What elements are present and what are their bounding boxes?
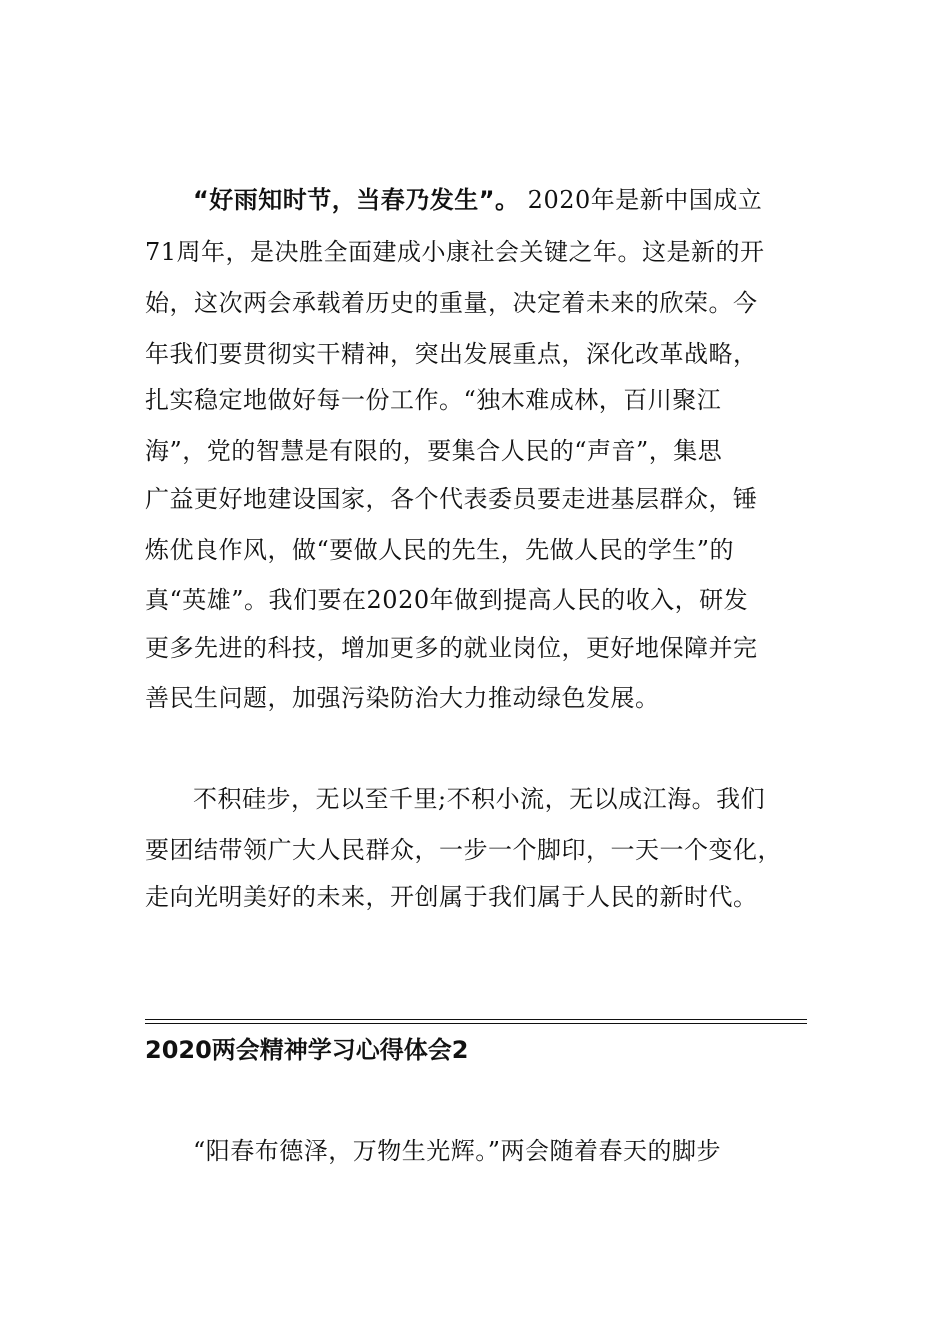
divider-bottom-line <box>145 1023 807 1024</box>
section-heading: 2020两会精神学习心得体会2 <box>145 1036 469 1064</box>
paragraph-2-line-3: 走向光明美好的未来，开创属于我们属于人民的新时代。 <box>145 883 758 911</box>
paragraph-1-line-11: 善民生问题，加强污染防治大力推动绿色发展。 <box>145 684 660 712</box>
quote-bold: “好雨知时节，当春乃发生”。 <box>193 186 520 214</box>
paragraph-1-line-10: 更多先进的科技，增加更多的就业岗位，更好地保障并完 <box>145 634 758 662</box>
paragraph-1-line-1 <box>193 185 853 215</box>
paragraph-1-line-8: 炼优良作风，做“要做人民的先生，先做人民的学生”的 <box>145 536 735 564</box>
paragraph-1-line-2: 71周年，是决胜全面建成小康社会关键之年。这是新的开 <box>145 238 765 266</box>
section-2-line-1: “阳春布德泽，万物生光辉。”两会随着春天的脚步 <box>193 1137 722 1165</box>
paragraph-1-line-5: 扎实稳定地做好每一份工作。“独木难成林，百川聚江 <box>145 386 722 414</box>
paragraph-2-line-2: 要团结带领广大人民群众，一步一个脚印，一天一个变化， <box>145 836 782 864</box>
divider-top-line <box>145 1019 807 1020</box>
paragraph-1-line-4: 年我们要贯彻实干精神，突出发展重点，深化改革战略， <box>145 340 758 368</box>
paragraph-1-line-6: 海”，党的智慧是有限的，要集合人民的“声音”，集思 <box>145 437 723 465</box>
paragraph-1-line-7: 广益更好地建设国家，各个代表委员要走进基层群众，锤 <box>145 485 758 513</box>
paragraph-1-line-3: 始，这次两会承载着历史的重量，决定着未来的欣荣。今 <box>145 289 758 317</box>
paragraph-1-line-1-rest: 2020年是新中国成立 <box>519 186 763 214</box>
paragraph-2-line-1: 不积硅步，无以至千里;不积小流，无以成江海。我们 <box>193 785 766 813</box>
paragraph-1-line-9: 真“英雄”。我们要在2020年做到提高人民的收入，研发 <box>145 586 749 614</box>
